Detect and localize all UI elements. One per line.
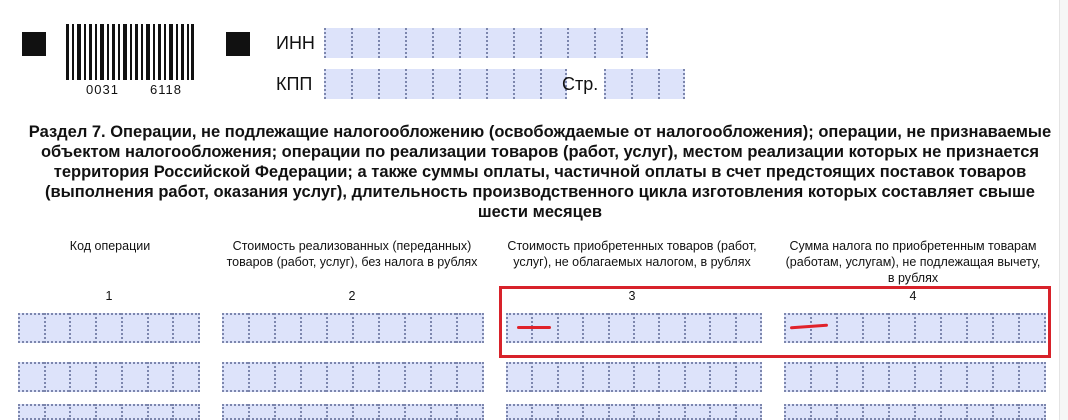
column-number-1: 1: [105, 289, 113, 303]
row2-col3-field[interactable]: [506, 362, 762, 392]
row3-col3-field[interactable]: [506, 404, 762, 420]
kpp-field[interactable]: [324, 69, 567, 99]
row1-col1-field[interactable]: [18, 313, 200, 343]
inn-label: ИНН: [276, 33, 315, 53]
kpp-label: КПП: [276, 74, 313, 94]
highlight-box: [499, 286, 1051, 358]
column-number-2: 2: [348, 289, 356, 303]
section-title: Раздел 7. Операции, не подлежащие налогообложению (освобождаемые от налогообложения); операции, не признаваемые объектом налогообложения; операции по реализации товаров (работ, услуг), местом реализации которых не признается территория Российской Федерации; а также суммы оплаты, частичной оплаты в счет предстоящих поставок товаров (выполнения работ, оказания услуг), длительность производственного цикла изготовления которых составляет свыше шести месяцев: [28, 123, 1052, 221]
column-heading-3: Стоимость приобретенных товаров (работ, услуг), не облагаемых налогом, в рублях: [507, 239, 757, 269]
column-number-3: 3: [628, 289, 636, 303]
row2-col1-field[interactable]: [18, 362, 200, 392]
registration-marker-right: [226, 32, 250, 56]
row2-col4-field[interactable]: [784, 362, 1046, 392]
barcode: [66, 24, 194, 80]
column-number-4: 4: [909, 289, 917, 303]
row3-col2-field[interactable]: [222, 404, 484, 420]
row3-col4-field[interactable]: [784, 404, 1046, 420]
row3-col1-field[interactable]: [18, 404, 200, 420]
row2-col2-field[interactable]: [222, 362, 484, 392]
registration-marker-left: [22, 32, 46, 56]
barcode-number-left: 0031: [86, 82, 119, 97]
inn-field[interactable]: [324, 28, 648, 58]
column-heading-1: Код операции: [69, 239, 151, 253]
page-edge: [1059, 0, 1068, 420]
row1-col2-field[interactable]: [222, 313, 484, 343]
column-heading-4: Сумма налога по приобретенным товарам (работам, услугам), не подлежащая вычету, в рублях: [785, 239, 1041, 285]
page-number-field[interactable]: [604, 69, 685, 99]
barcode-number-right: 6118: [150, 82, 182, 97]
column-heading-2: Стоимость реализованных (переданных) товаров (работ, услуг), без налога в рублях: [226, 239, 478, 269]
page-label: Стр.: [562, 74, 599, 94]
